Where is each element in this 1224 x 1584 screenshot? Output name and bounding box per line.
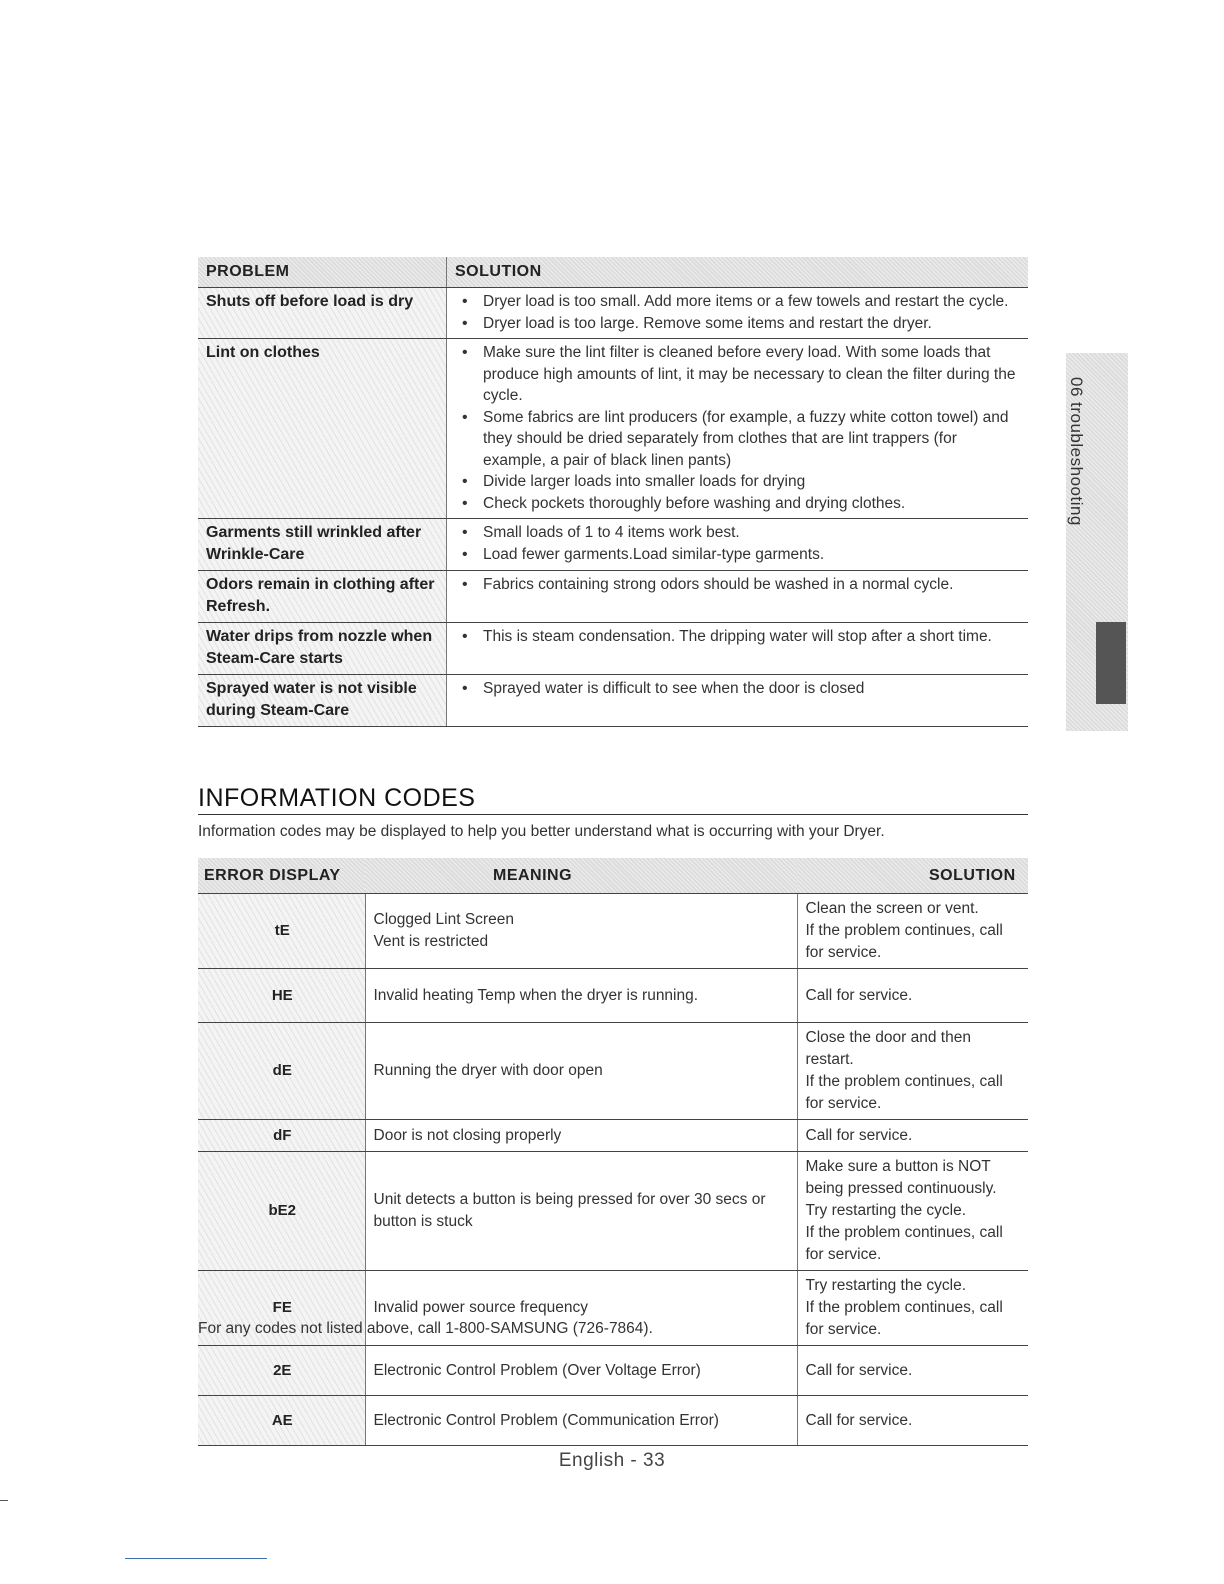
codes-header-row xyxy=(198,858,1028,894)
error-code-cell: 2E xyxy=(198,1346,365,1396)
error-code-cell: FE xyxy=(198,1271,365,1346)
meaning-cell: Electronic Control Problem (Over Voltage Error) xyxy=(365,1346,797,1396)
table-row xyxy=(198,623,1028,675)
error-code-cell: dF xyxy=(198,1120,365,1152)
code-solution-cell: Try restarting the cycle. If the problem continues, call for service. xyxy=(797,1271,1028,1346)
table-row xyxy=(198,1120,1028,1152)
meaning-cell: Door is not closing properly xyxy=(365,1120,797,1152)
solution-item: • Sprayed water is difficult to see when the door is closed xyxy=(455,678,1022,700)
information-codes-table xyxy=(198,858,1028,1446)
meaning-column-header: MEANING xyxy=(365,858,797,894)
problem-cell: Sprayed water is not visible during Steam-Care xyxy=(198,675,447,727)
code-solution-cell: Call for service. xyxy=(797,1346,1028,1396)
table-row xyxy=(198,894,1028,969)
code-solution-cell: Make sure a button is NOT being pressed continuously. Try restarting the cycle. If the problem continues, call for service. xyxy=(797,1152,1028,1271)
meaning-cell: Running the dryer with door open xyxy=(365,1023,797,1120)
code-solution-cell: Call for service. xyxy=(797,1120,1028,1152)
solution-item: • Load fewer garments.Load similar-type garments. xyxy=(455,544,1022,566)
table-row xyxy=(198,519,1028,571)
solution-cell xyxy=(447,288,1029,339)
problem-cell: Shuts off before load is dry xyxy=(198,288,447,339)
error-code-cell: dE xyxy=(198,1023,365,1120)
table-row xyxy=(198,288,1028,339)
table-row xyxy=(198,1346,1028,1396)
bottom-rule xyxy=(125,1558,267,1559)
meaning-cell: Invalid power source frequency xyxy=(365,1271,797,1346)
solution-list xyxy=(455,291,1022,334)
problem-cell: Garments still wrinkled after Wrinkle-Care xyxy=(198,519,447,571)
solution-item: • Check pockets thoroughly before washing and drying clothes. xyxy=(455,493,1022,515)
solution-cell xyxy=(447,675,1029,727)
meaning-cell: Clogged Lint Screen Vent is restricted xyxy=(365,894,797,969)
problem-cell: Lint on clothes xyxy=(198,339,447,519)
table-row xyxy=(198,1152,1028,1271)
information-codes-title: INFORMATION CODES xyxy=(198,784,1028,815)
solution-item: • Small loads of 1 to 4 items work best. xyxy=(455,522,1022,544)
solution-item: • Divide larger loads into smaller loads for drying xyxy=(455,471,1022,493)
troubleshooting-header-row xyxy=(198,257,1028,288)
solution-list xyxy=(455,626,1022,648)
error-code-cell: HE xyxy=(198,969,365,1023)
meaning-cell: Unit detects a button is being pressed for over 30 secs or button is stuck xyxy=(365,1152,797,1271)
table-row xyxy=(198,675,1028,727)
troubleshooting-table xyxy=(198,257,1028,727)
meaning-cell: Invalid heating Temp when the dryer is running. xyxy=(365,969,797,1023)
problem-cell: Water drips from nozzle when Steam-Care starts xyxy=(198,623,447,675)
code-solution-cell: Call for service. xyxy=(797,969,1028,1023)
solution-list xyxy=(455,574,1022,596)
solution-item: • Dryer load is too small. Add more items or a few towels and restart the cycle. xyxy=(455,291,1022,313)
solution-item: • Make sure the lint filter is cleaned before every load. With some loads that produce high amounts of lint, it may be necessary to clean the filter during the cycle. xyxy=(455,342,1022,407)
error-code-cell: tE xyxy=(198,894,365,969)
troubleshooting-body xyxy=(198,288,1028,727)
error-code-cell: AE xyxy=(198,1396,365,1446)
solution-list xyxy=(455,342,1022,514)
solution-column-header: SOLUTION xyxy=(447,257,1029,288)
error-display-column-header: ERROR DISPLAY xyxy=(198,858,365,894)
problem-cell: Odors remain in clothing after Refresh. xyxy=(198,571,447,623)
table-row xyxy=(198,1396,1028,1446)
table-row xyxy=(198,1023,1028,1120)
code-solution-cell: Call for service. xyxy=(797,1396,1028,1446)
solution-item: • Fabrics containing strong odors should be washed in a normal cycle. xyxy=(455,574,1022,596)
code-solution-cell: Close the door and then restart. If the problem continues, call for service. xyxy=(797,1023,1028,1120)
codes-body xyxy=(198,894,1028,1446)
code-solution-cell: Clean the screen or vent. If the problem continues, call for service. xyxy=(797,894,1028,969)
solution-cell xyxy=(447,339,1029,519)
problem-column-header: PROBLEM xyxy=(198,257,447,288)
side-tab-marker xyxy=(1096,622,1126,704)
side-tab-label-container xyxy=(1066,353,1086,613)
table-row xyxy=(198,969,1028,1023)
corner-dash xyxy=(0,1500,8,1501)
solution-item: • This is steam condensation. The dripping water will stop after a short time. xyxy=(455,626,1022,648)
meaning-cell: Electronic Control Problem (Communication Error) xyxy=(365,1396,797,1446)
page-number: English - 33 xyxy=(558,1450,666,1471)
solution-list xyxy=(455,678,1022,700)
solution-list xyxy=(455,522,1022,565)
table-row xyxy=(198,571,1028,623)
information-codes-intro: Information codes may be displayed to help you better understand what is occurring with your Dryer. xyxy=(198,823,885,840)
solution-cell xyxy=(447,623,1029,675)
solution-cell xyxy=(447,519,1029,571)
footer-note: For any codes not listed above, call 1-800-SAMSUNG (726-7864). xyxy=(198,1320,653,1337)
codes-solution-column-header: SOLUTION xyxy=(797,858,1028,894)
solution-item: • Some fabrics are lint producers (for example, a fuzzy white cotton towel) and they should be dried separately from clothes that are lint trappers (for example, a pair of black linen pants) xyxy=(455,407,1022,472)
side-tab-label: 06 troubleshooting xyxy=(1067,377,1086,526)
error-code-cell: bE2 xyxy=(198,1152,365,1271)
solution-item: • Dryer load is too large. Remove some items and restart the dryer. xyxy=(455,313,1022,335)
table-row xyxy=(198,339,1028,519)
solution-cell xyxy=(447,571,1029,623)
